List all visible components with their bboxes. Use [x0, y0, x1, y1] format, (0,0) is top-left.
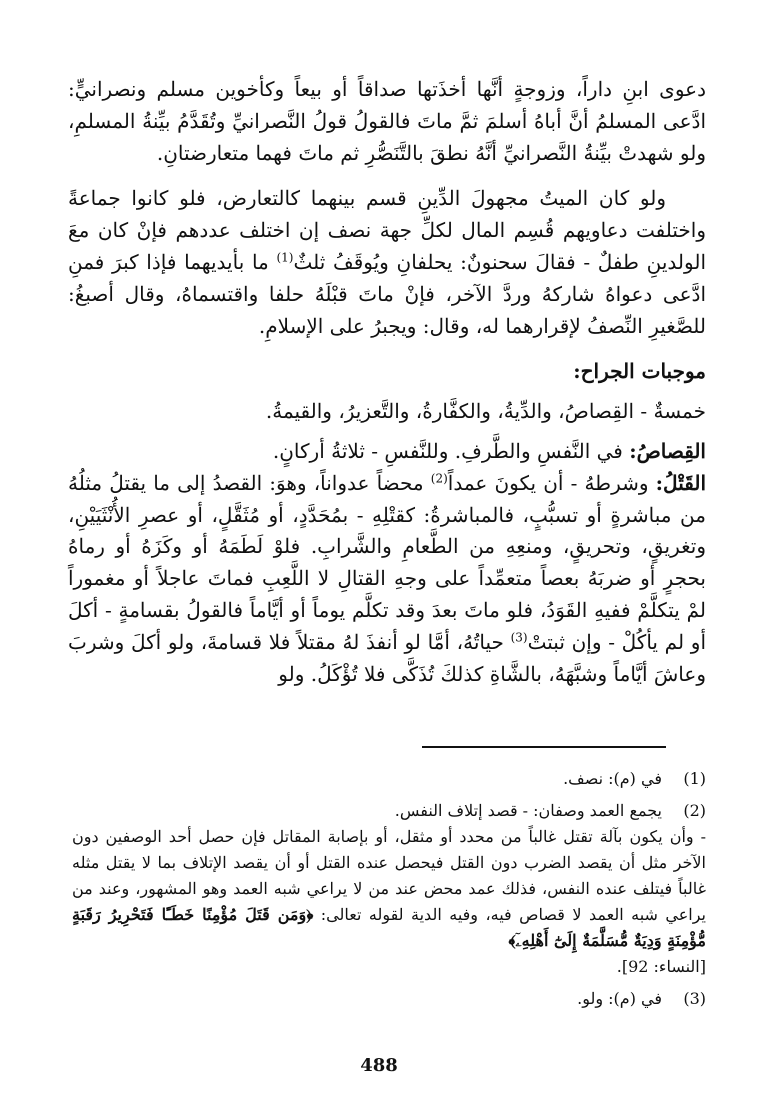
paragraph-2 [68, 183, 706, 342]
footnote-3 [72, 986, 706, 1012]
footnotes [72, 766, 706, 1012]
footnote-ref-3: (3) [510, 630, 528, 645]
paragraph-5-part-b: محضاً عدواناً، وهوَ: القصدُ إلى ما يقتلُ مثلُهُ من مباشرةٍ أو تسبُّبٍ، فالمباشرةُ: كقتْلِهِ - بمُحَدَّدٍ، أو مُثَقَّلٍ، أو عصرِ الأُنْثَيَيْنِ، وتغريقٍ، وتحريقٍ، ومنعِهِ من الطَّعامِ والشَّرابِ. فلوْ لَطَمَهُ أو وكَزَهُ أو رماهُ بحجرٍ أو ضربَهُ بعصاً متعمِّداً على وجهِ القتالِ لا اللَّعِبِ فماتَ عاجلاً أو مغموراً لمْ يتكلَّمْ ففيهِ القَوَدُ، فلو ماتَ بعدَ وقد تكلَّم يوماً أو أيَّاماً فالقولُ بقسامةٍ - أكلَ أو لم يأكُلْ - وإن ثبتتْ [68, 470, 707, 654]
footnote-2-body [72, 824, 706, 980]
footnote-ref-1: (1) [276, 250, 294, 265]
term-qisas: القِصاصُ: [629, 438, 706, 463]
main-text [68, 74, 706, 690]
footnote-2 [72, 798, 706, 824]
footnote-separator [422, 746, 666, 748]
paragraph-5-part-a: وشرطهُ - أن يكونَ عمداً [447, 470, 656, 495]
term-qatl: القَتْلُ: [655, 470, 707, 495]
page-number: 488 [360, 1055, 398, 1076]
footnote-2-number: (2) [683, 801, 706, 820]
footnote-2-line-1: يجمع العمد وصفان: - قصد إتلاف النفس. [394, 801, 662, 820]
footnote-2-paragraph [72, 824, 706, 954]
section-heading: موجبات الجراح: [573, 359, 706, 384]
footnote-1-text: في (م): نصف. [563, 769, 662, 788]
footnote-2-quran-verse: ﴿وَمَن قَتَلَ مُؤْمِنًا خَطَـًٔا فَتَحْرِيرُ رَقَبَةٍ مُّؤْمِنَةٍ وَدِيَةٌ مُّسَلَّمَةٌ إِلَىٰٓ أَهْلِهِۦٓ﴾ [72, 905, 706, 950]
paragraph-5-part-c: حياتُهُ، أمَّا لو أنفذَ لهُ مقتلاً فلا قسامةَ، ولو أكلَ وشربَ وعاشَ أيَّاماً وشبَّهَهُ، بالشَّاةِ كذلكَ تُذَكَّى فلا تُؤْكَلُ. ولو [68, 629, 706, 686]
paragraph-4 [68, 436, 706, 468]
paragraph-2-part-b: ما بأيديهما فإذا كبرَ فمنِ ادَّعى دعواهُ شاركهُ وردَّ الآخر، فإنْ ماتَ قبْلَهُ حلفا واقتسماهُ، وقال أصبغُ: للصَّغيرِ النِّصفُ لإقرارهما له، وقال: ويجبرُ على الإسلامِ. [68, 249, 706, 338]
footnote-1-number: (1) [683, 769, 706, 788]
paragraph-5 [68, 468, 706, 691]
footnote-3-number: (3) [683, 989, 706, 1008]
paragraph-2-part-a: ولو كان الميتُ مجهولَ الدِّينِ قسم بينهما كالتعارض، فلو كانوا جماعةً واختلفت دعاويهم قُسِم المال لكلِّ جهة نصف إن اختلف عددهم فإنْ كان معَ الولدينِ طفلٌ - فقالَ سحنونٌ: يحلفانِ ويُوقَفُ ثلثٌ [68, 186, 706, 274]
footnote-2-reference: [النساء: 92]. [616, 957, 706, 976]
footnote-ref-2: (2) [430, 471, 448, 486]
footnote-3-text: في (م): ولو. [577, 989, 662, 1008]
footnote-2-paragraph-text: - وأن يكون بآلة تقتل غالباً من محدد أو مثقل، أو بإصابة المقاتل فإن حصل أحد الوصفين دون الآخر مثل أن يقصد الضرب دون القتل فيحصل عنده القتل أو أن يقصد الإتلاف بما لا يقتل مثله غالباً فيتلف عنده النفس، فذلك عمد محض عند من لا يراعي شبه العمد وهو المشهور، وعند من يراعي شبه العمد لا قصاص فيه، وفيه الدية لقوله تعالى: [72, 827, 707, 924]
footnote-1 [72, 766, 706, 792]
paragraph-1: دعوى ابنِ داراً، وزوجةٍ أنَّها أخذَتها صداقاً أو بيعاً وكأخوين مسلم ونصرانيٍّ: ادَّعى المسلمُ أنَّ أباهُ أسلمَ ثمَّ ماتَ فالقولُ قولُ النَّصرانيِّ وتُقَدَّمُ بيِّنةُ المسلمِ، ولو شهدتْ بيِّنةُ النَّصرانيِّ أنَّهُ نطقَ بالتَّنَصُّرِ ثم ماتَ فهما متعارضتانِ. [68, 77, 706, 165]
paragraph-3: خمسةٌ - القِصاصُ، والدِّيةُ، والكفَّارةُ، والتَّعزيرُ، والقيمةُ. [265, 399, 706, 424]
paragraph-4-text: في النَّفسِ والطَّرفِ. وللنَّفسِ - ثلاثةُ أركانٍ. [272, 438, 630, 463]
